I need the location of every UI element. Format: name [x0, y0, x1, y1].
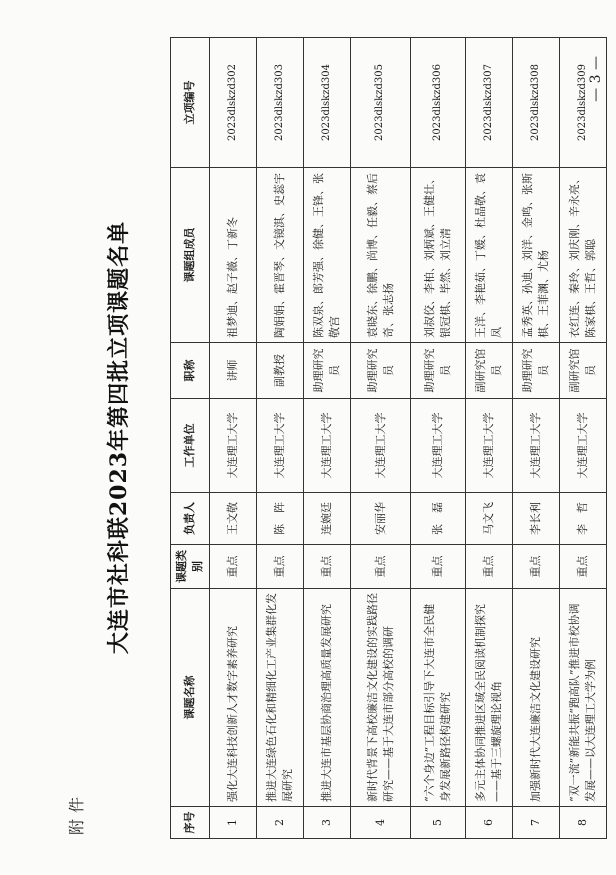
row-code: 2023dlskzd303 [257, 38, 304, 168]
header-unit: 工作单位 [171, 399, 210, 493]
row-index: 1 [210, 807, 257, 839]
row-name: “六个身边”工程目标引导下大连市全民健身发展新路径构建研究 [411, 589, 466, 807]
row-name: 强化大连科技创新人才数字素养研究 [210, 589, 257, 807]
table-row [257, 38, 304, 839]
row-category: 重点 [411, 545, 466, 589]
row-leader: 李 哲 [560, 493, 607, 545]
row-index: 2 [257, 807, 304, 839]
row-unit: 大连理工大学 [560, 399, 607, 493]
row-name: 推进大连绿色石化和精细化工产业集群化发展研究 [257, 589, 304, 807]
row-name: 新时代背景下高校廉洁文化建设的实践路径研究——基于大连市部分高校的调研 [351, 589, 411, 807]
table-row [351, 38, 411, 839]
row-code: 2023dlskzd304 [304, 38, 351, 168]
row-rank: 讲师 [210, 343, 257, 399]
row-members: 刘叔佼、李柏、刘炳斌、王健壮、银冠棋、毕然、刘立清 [411, 168, 466, 343]
row-leader: 陈 阵 [257, 493, 304, 545]
row-members: 衣红连、秦玲、刘庆刚、辛永亮、陈家棋、王哲、郭聪 [560, 168, 607, 343]
row-index: 5 [411, 807, 466, 839]
document-title: 大连市社科联2023年第四批立项课题名单 [106, 220, 132, 655]
row-code: 2023dlskzd302 [210, 38, 257, 168]
row-code: 2023dlskzd306 [411, 38, 466, 168]
header-category: 课题类别 [171, 545, 210, 589]
row-rank: 助理研究员 [513, 343, 560, 399]
table-row [560, 38, 607, 839]
row-members: 陈双泉、郎芳强、徐健、王锋、张敬宫 [304, 168, 351, 343]
header-name: 课题名称 [171, 589, 210, 807]
table-row [210, 38, 257, 839]
row-name: “双一流”新能共振“跑高队”推进市校协调发展——以大连理工大学为例 [560, 589, 607, 807]
row-code: 2023dlskzd309 [560, 38, 607, 168]
row-category: 重点 [351, 545, 411, 589]
row-unit: 大连理工大学 [513, 399, 560, 493]
row-code: 2023dlskzd308 [513, 38, 560, 168]
table-row [466, 38, 513, 839]
header-members: 课题组成员 [171, 168, 210, 343]
project-table [170, 37, 607, 839]
row-leader: 张 磊 [411, 493, 466, 545]
header-leader: 负责人 [171, 493, 210, 545]
row-members: 祖梦迪、赵子薇、丁新冬 [210, 168, 257, 343]
row-unit: 大连理工大学 [351, 399, 411, 493]
row-category: 重点 [210, 545, 257, 589]
row-index: 7 [513, 807, 560, 839]
row-code: 2023dlskzd305 [351, 38, 411, 168]
row-rank: 副研究馆员 [560, 343, 607, 399]
row-name: 多元主体协同推进区域全民阅读机制探究——基于三螺旋理论视角 [466, 589, 513, 807]
row-category: 重点 [304, 545, 351, 589]
header-code: 立项编号 [171, 38, 210, 168]
row-rank: 副教授 [257, 343, 304, 399]
row-index: 6 [466, 807, 513, 839]
row-unit: 大连理工大学 [257, 399, 304, 493]
row-category: 重点 [513, 545, 560, 589]
row-index: 3 [304, 807, 351, 839]
row-rank: 助理研究员 [411, 343, 466, 399]
table-row [513, 38, 560, 839]
row-name: 推进大连市基层协商治理高质量发展研究 [304, 589, 351, 807]
row-rank: 助理研究员 [351, 343, 411, 399]
row-leader: 王文敬 [210, 493, 257, 545]
row-name: 加强新时代大连廉洁文化建设研究 [513, 589, 560, 807]
row-members: 袁晓东、徐鹏、尚博、任毅、蔡后奇、张志扬 [351, 168, 411, 343]
page-number: — 3 — [588, 56, 604, 102]
row-unit: 大连理工大学 [466, 399, 513, 493]
row-unit: 大连理工大学 [304, 399, 351, 493]
header-rank: 职称 [171, 343, 210, 399]
row-index: 8 [560, 807, 607, 839]
table-row [304, 38, 351, 839]
row-code: 2023dlskzd307 [466, 38, 513, 168]
attachment-label: 附件 [67, 790, 86, 835]
row-category: 重点 [560, 545, 607, 589]
table-row [411, 38, 466, 839]
row-members: 孟秀英、孙迪、刘洋、金鸣、张斯棋、王菲渊、尤杨 [513, 168, 560, 343]
row-members: 王洋、李艳茹、丁媛、杜晶敬、袁凤 [466, 168, 513, 343]
row-leader: 连婉廷 [304, 493, 351, 545]
row-leader: 安丽华 [351, 493, 411, 545]
row-category: 重点 [257, 545, 304, 589]
row-unit: 大连理工大学 [411, 399, 466, 493]
row-index: 4 [351, 807, 411, 839]
header-index: 序号 [171, 807, 210, 839]
table-header-row [171, 38, 210, 839]
row-category: 重点 [466, 545, 513, 589]
row-leader: 马文飞 [466, 493, 513, 545]
row-unit: 大连理工大学 [210, 399, 257, 493]
row-rank: 助理研究员 [304, 343, 351, 399]
row-rank: 副研究馆员 [466, 343, 513, 399]
row-members: 陶娟娟、霍晋琴、文镜淇、史蕊宇 [257, 168, 304, 343]
row-leader: 李长利 [513, 493, 560, 545]
